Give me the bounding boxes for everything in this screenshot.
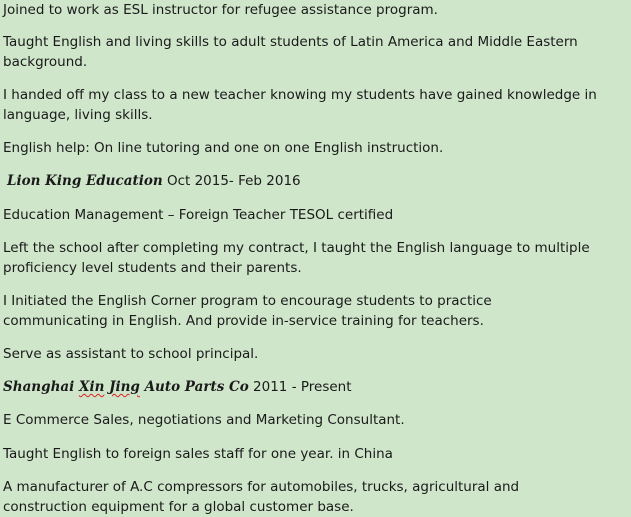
paragraph-text: English help: On line tutoring and one on one English instruction.	[3, 140, 444, 156]
paragraph-taught-english	[3, 32, 623, 72]
employment-dates: Oct 2015- Feb 2016	[162, 173, 301, 189]
paragraph-text: E Commerce Sales, negotiations and Marketing Consultant.	[3, 412, 405, 428]
paragraph-english-corner	[3, 291, 563, 331]
company-name	[3, 379, 249, 395]
spellcheck-flagged-word: Xin	[78, 379, 105, 395]
company-name: Lion King Education	[7, 173, 163, 189]
paragraph-esl-instructor	[3, 0, 623, 20]
employment-dates: 2011 - Present	[248, 379, 352, 395]
paragraph-taught-sales-staff	[3, 444, 623, 464]
paragraph-text: Joined to work as ESL instructor for refugee assistance program.	[3, 2, 438, 18]
paragraph-text: Taught English and living skills to adult students of Latin America and Middle Eastern background.	[3, 34, 578, 70]
company-name-part: Auto Parts Co	[139, 379, 249, 395]
paragraph-text: Education Management – Foreign Teacher TESOL certified	[3, 207, 394, 223]
paragraph-left-school	[3, 238, 628, 278]
spellcheck-flagged-word: Jing	[109, 379, 140, 395]
paragraph-text: Taught English to foreign sales staff for one year. in China	[3, 446, 393, 462]
paragraph-ecommerce-sales	[3, 410, 623, 430]
job-heading-lion-king	[7, 171, 623, 191]
company-name-part: Shanghai	[3, 379, 79, 395]
paragraph-text: A manufacturer of A.C compressors for automobiles, trucks, agricultural and construction equipment for a global customer base.	[3, 479, 520, 515]
paragraph-english-help	[3, 138, 623, 158]
paragraph-text: I handed off my class to a new teacher knowing my students have gained knowledge in language, living skills.	[3, 87, 597, 123]
paragraph-handed-off	[3, 85, 628, 125]
paragraph-manufacturer	[3, 477, 563, 517]
paragraph-assistant-principal	[3, 344, 623, 364]
paragraph-text: Left the school after completing my contract, I taught the English language to multiple proficiency level students and their parents.	[3, 240, 590, 276]
paragraph-text: I Initiated the English Corner program to encourage students to practice communicating in English. And provide in-service training for teachers.	[3, 293, 492, 329]
job-heading-shanghai-xin-jing	[3, 377, 623, 397]
paragraph-education-management	[3, 205, 623, 225]
paragraph-text: Serve as assistant to school principal.	[3, 346, 259, 362]
